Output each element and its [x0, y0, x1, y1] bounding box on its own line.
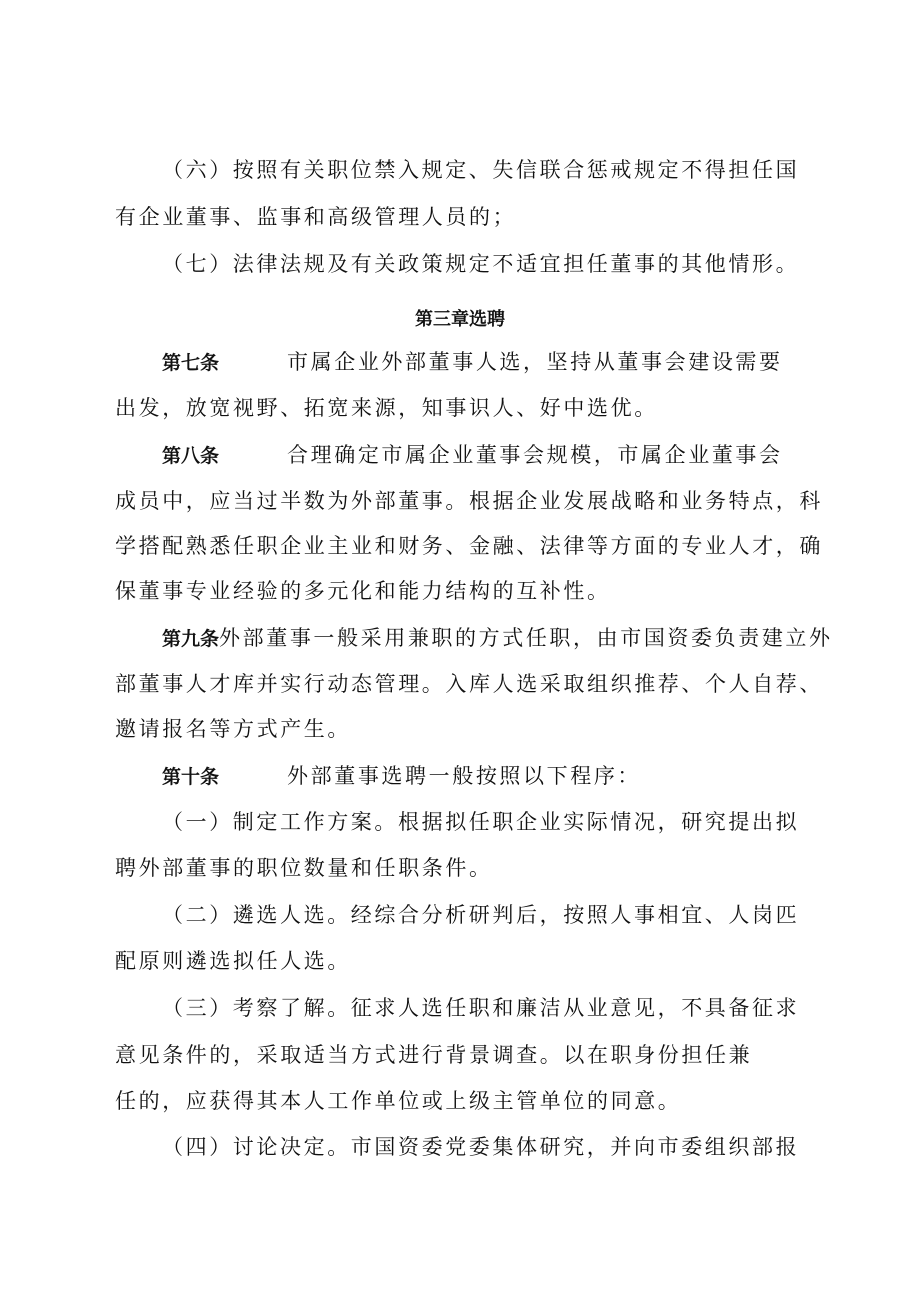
- article-9-line-2: 部董事人才库并实行动态管理。入库人选采取组织推荐、个人自荐、: [115, 672, 823, 696]
- article-8-line-3: 学搭配熟悉任职企业主业和财务、金融、法律等方面的专业人才，确: [115, 534, 823, 558]
- step-3-line-3: 任的，应获得其本人工作单位或上级主管单位的同意。: [115, 1089, 682, 1113]
- step-4-line-1: （四）讨论决定。市国资委党委集体研究，并向市委组织部报: [162, 1135, 800, 1159]
- article-8-line-1: [162, 445, 783, 466]
- article-8-text-1: 合理确定市属企业董事会规模，市属企业董事会: [287, 443, 783, 467]
- step-1-line-2: 聘外部董事的职位数量和任职条件。: [115, 856, 493, 880]
- clause-7-line: （七）法律法规及有关政策规定不适宜担任董事的其他情形。: [162, 252, 800, 276]
- article-9-text-1: 外部董事一般采用兼职的方式任职，由市国资委负责建立外: [219, 626, 833, 650]
- article-8-line-4: 保董事专业经验的多元化和能力结构的互补性。: [115, 579, 611, 603]
- article-9-line-1: [162, 628, 833, 649]
- article-7-line-2: 出发，放宽视野、拓宽来源，知事识人、好中选优。: [115, 396, 658, 420]
- article-7-line-1: [162, 352, 783, 373]
- article-8-label: 第八条: [162, 445, 220, 467]
- step-3-line-2: 意见条件的，采取适当方式进行背景调查。以在职身份担任兼: [115, 1043, 753, 1067]
- step-1-line-1: （一）制定工作方案。根据拟任职企业实际情况，研究提出拟: [162, 810, 800, 834]
- clause-6-line-1: （六）按照有关职位禁入规定、失信联合惩戒规定不得担任国: [162, 158, 800, 182]
- article-7-text-1: 市属企业外部董事人选，坚持从董事会建设需要: [287, 350, 783, 374]
- article-10-line-1: [162, 766, 641, 787]
- clause-6-line-2: 有企业董事、监事和高级管理人员的；: [115, 205, 517, 229]
- article-9-label: 第九条: [162, 628, 220, 650]
- article-10-text-1: 外部董事选聘一般按照以下程序：: [287, 764, 642, 788]
- article-10-label: 第十条: [162, 766, 220, 788]
- article-9-line-3: 邀请报名等方式产生。: [115, 717, 351, 741]
- step-2-line-1: （二）遴选人选。经综合分析研判后，按照人事相宜、人岗匹: [162, 903, 800, 927]
- step-3-line-1: （三）考察了解。征求人选任职和廉洁从业意见，不具备征求: [162, 996, 800, 1020]
- article-8-line-2: 成员中，应当过半数为外部董事。根据企业发展战略和业务特点，科: [115, 489, 823, 513]
- step-2-line-2: 配原则遴选拟任人选。: [115, 949, 351, 973]
- article-7-label: 第七条: [162, 352, 220, 374]
- chapter-heading: 第三章选聘: [415, 309, 505, 330]
